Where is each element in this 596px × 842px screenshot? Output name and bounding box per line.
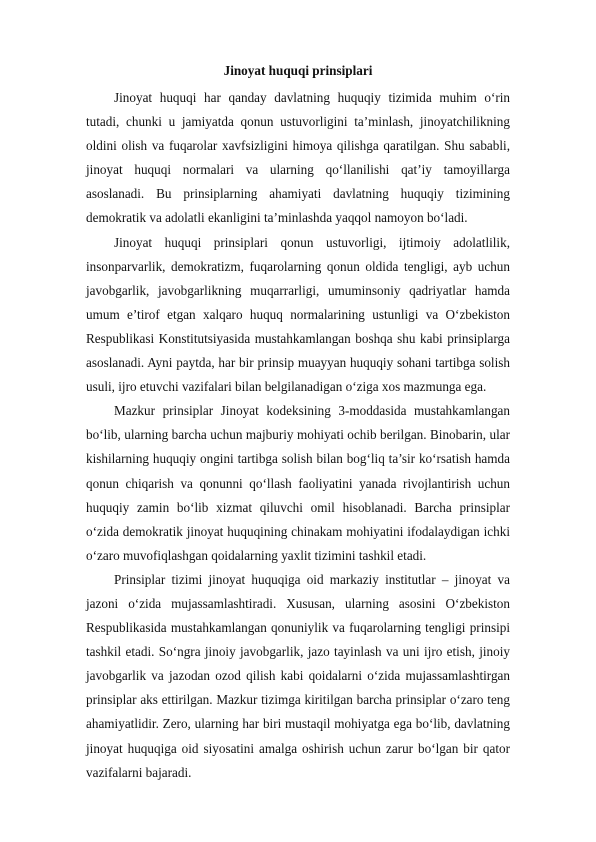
paragraph-3: Mazkur prinsiplar Jinoyat kodeksining 3-moddasida mustahkamlangan bo‘lib, ularning barcha uchun majburiy mohiyati ochib berilgan. Binobarin, ular kishilarning huquqiy ongini tartibga solish bilan bog‘liq ta’sir ko‘rsatish hamda qonun chiqarish va qonunni qo‘llash faoliyatini yanada rivojlantirish uchun huquqiy zamin bo‘lib xizmat qiluvchi omil hisoblanadi. Barcha prinsiplar o‘zida demokratik jinoyat huquqining chinakam mohiyatini ifodalaydigan ichki o‘zaro muvofiqlashgan qoidalarning yaxlit tizimini tashkil etadi. <box>86 403 510 563</box>
document-title: Jinoyat huquqi prinsiplari <box>223 63 373 78</box>
paragraph-4: Prinsiplar tizimi jinoyat huquqiga oid markaziy institutlar – jinoyat va jazoni o‘zida mujassamlashtiradi. Xususan, ularning asosini O‘zbekiston Respublikasida mustahkamlangan qonuniylik va fuqarolarning tengligi prinsipi tashkil etadi. So‘ngra jinoiy javobgarlik, jazo tayinlash va uni ijro etish, jinoiy javobgarlik va jazodan ozod qilish kabi qoidalarni o‘zida mujassamlashtirgan prinsiplar aks ettirilgan. Mazkur tizimga kiritilgan barcha prinsiplar o‘zaro teng ahamiyatlidir. Zero, ularning har biri mustaqil mohiyatga ega bo‘lib, davlatning jinoyat huquqiga oid siyosatini amalga oshirish uchun zarur bo‘lgan bir qator vazifalarni bajaradi. <box>86 571 510 780</box>
document-page <box>86 62 510 785</box>
paragraph-1: Jinoyat huquqi har qanday davlatning huquqiy tizimida muhim o‘rin tutadi, chunki u jamiyatda qonun ustuvorligini ta’minlash, jinoyatchilikning oldini olish va fuqarolar xavfsizligini himoya qilishga qaratilgan. Shu sababli, jinoyat huquqi normalari va ularning qo‘llanilishi qat’iy tamoyillarga asoslanadi. Bu prinsiplarning ahamiyati davlatning huquqiy tizimining demokratik va adolatli ekanligini ta’minlashda yaqqol namoyon bo‘ladi. <box>86 90 510 226</box>
paragraph-2: Jinoyat huquqi prinsiplari qonun ustuvorligi, ijtimoiy adolatlilik, insonparvarlik, demokratizm, fuqarolarning qonun oldida tengligi, ayb uchun javobgarlik, javobgarlikning muqarrarligi, umuminsoniy qadriyatlar hamda umum e’tirof etgan xalqaro huquq normalarining ustunligi va O‘zbekiston Respublikasi Konstitutsiyasida mustahkamlangan boshqa shu kabi prinsiplarga asoslanadi. Ayni paytda, har bir prinsip muayyan huquqiy sohani tartibga solish usuli, ijro etuvchi vazifalari bilan belgilanadigan o‘ziga xos mazmunga ega. <box>86 234 510 395</box>
